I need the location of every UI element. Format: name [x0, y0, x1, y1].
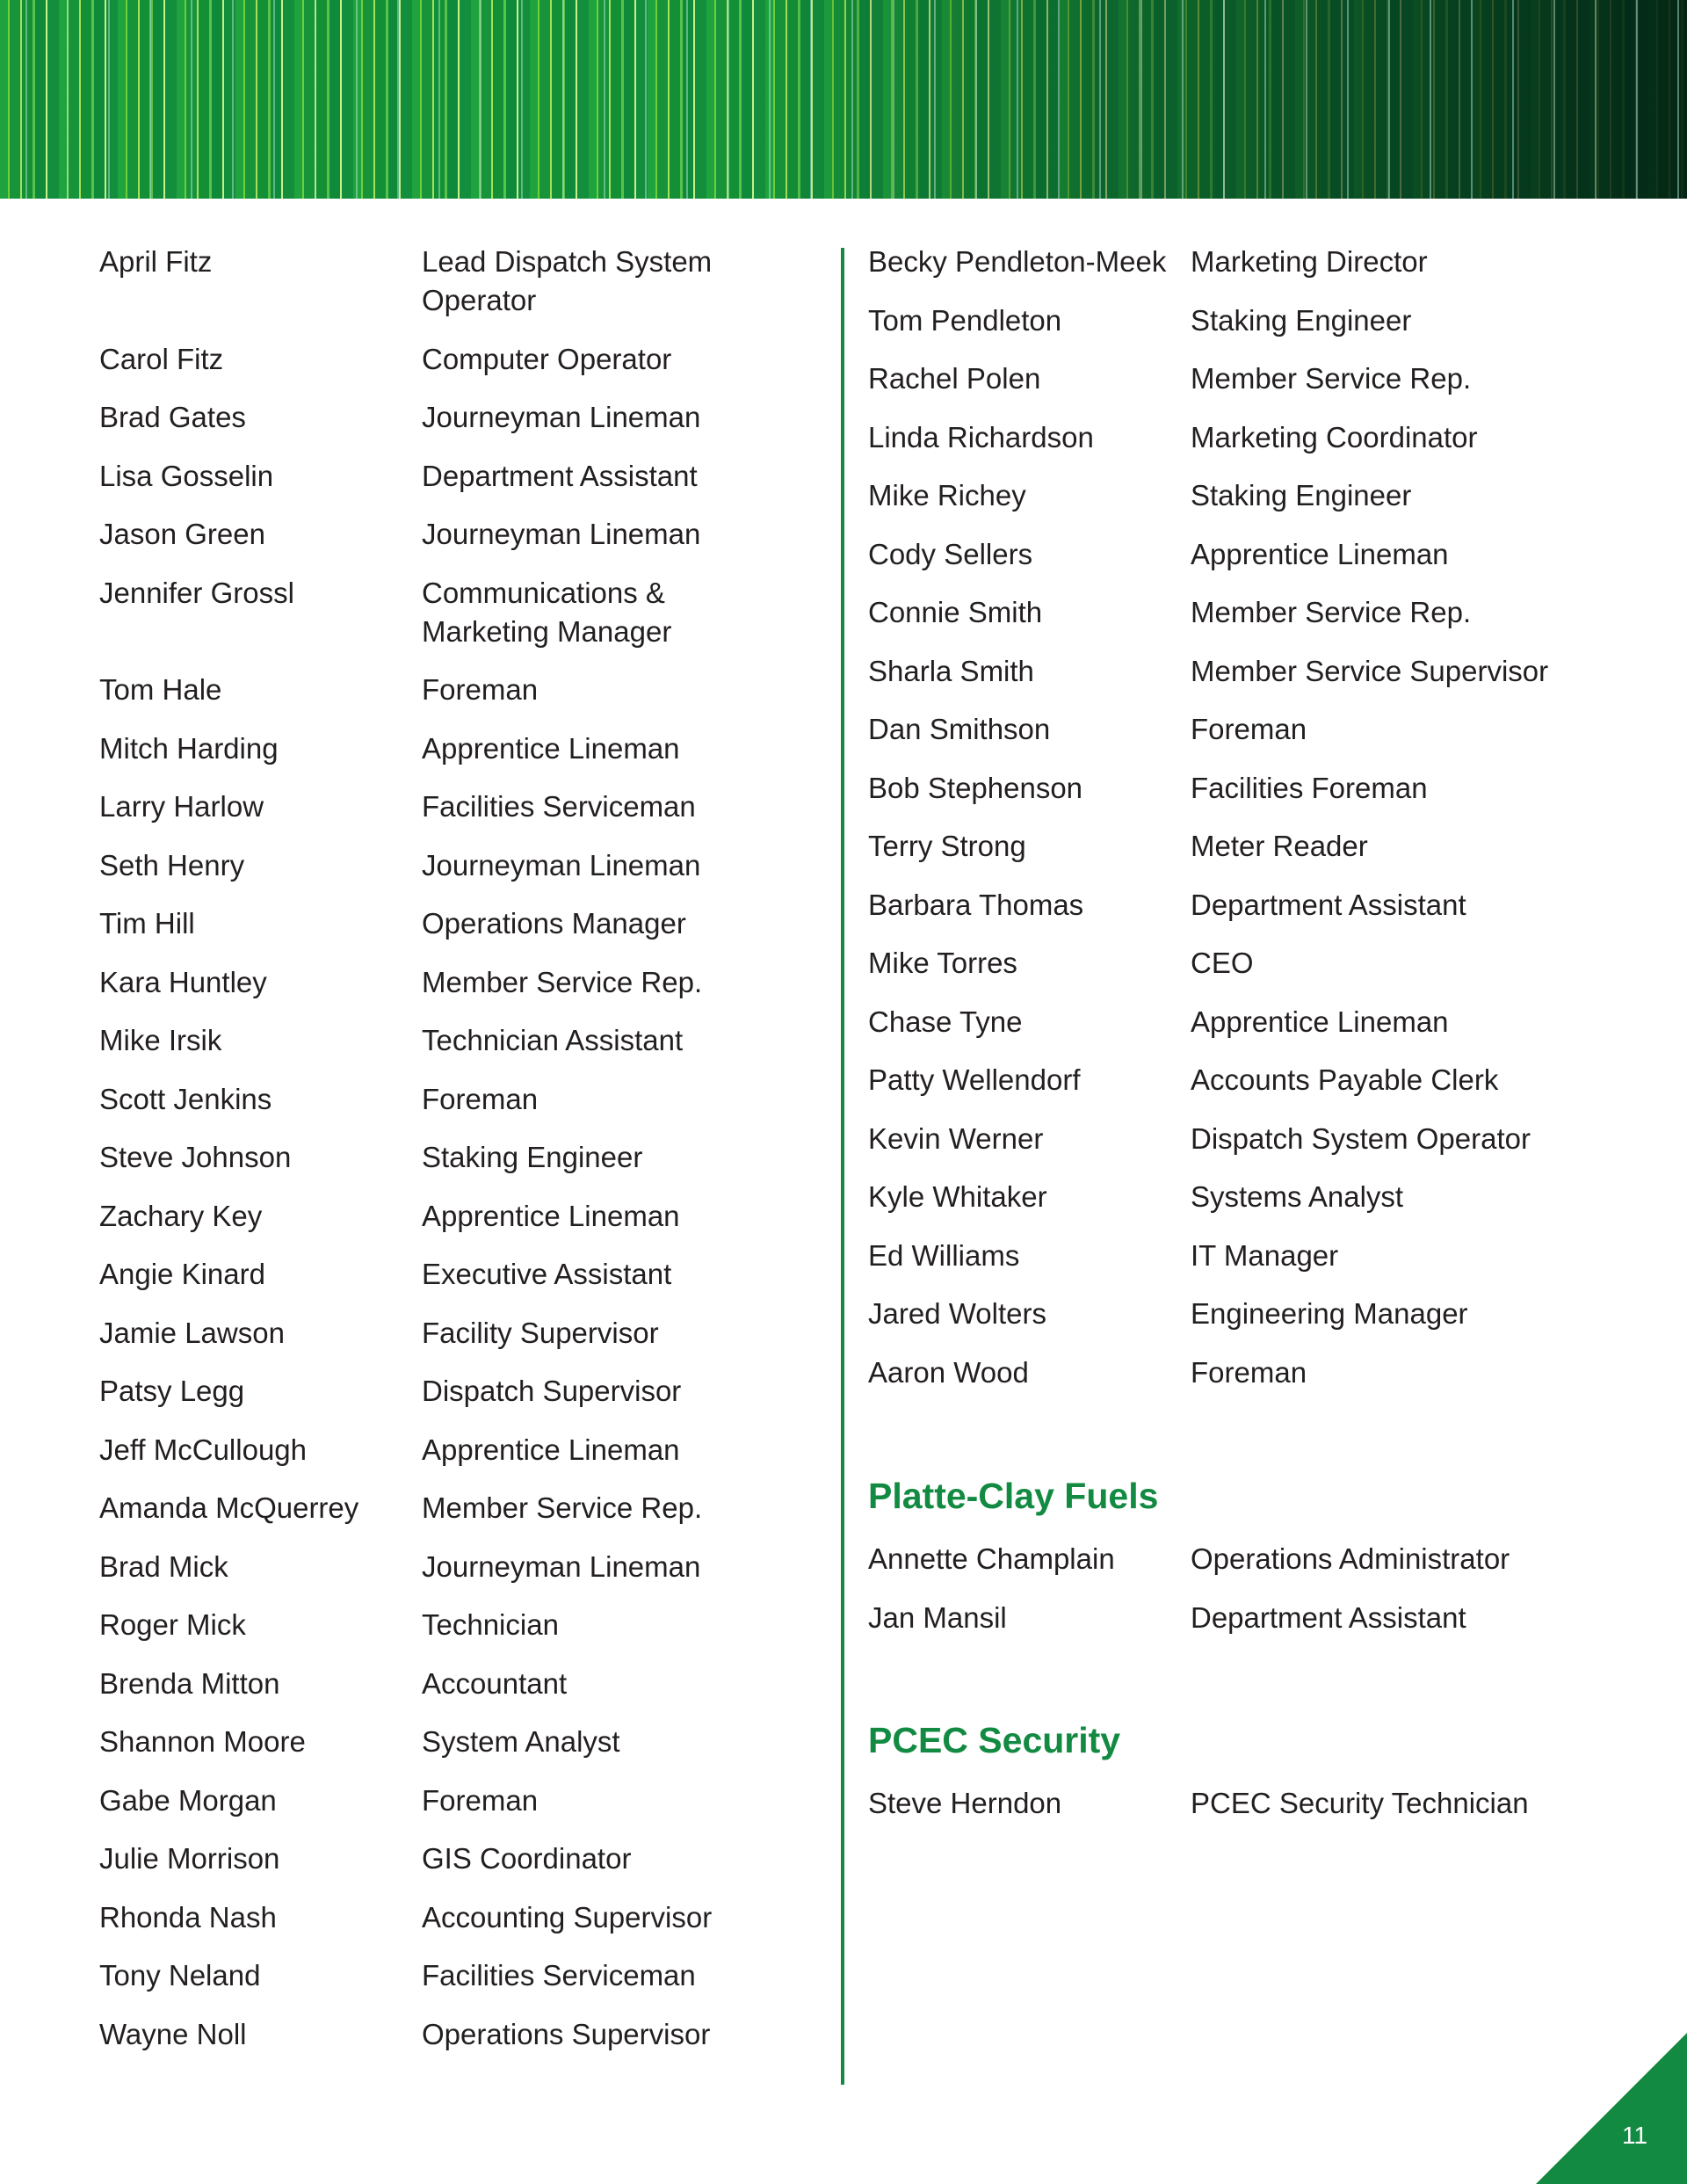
list-item	[99, 1898, 773, 1937]
employee-title: CEO	[1191, 947, 1254, 979]
employee-name: April Fitz	[99, 245, 213, 278]
list-item	[868, 652, 1577, 691]
employee-name: Aaron Wood	[868, 1355, 1029, 1389]
employee-name: Becky Pendleton-Meek	[868, 245, 1167, 278]
employee-name: Connie Smith	[868, 596, 1043, 628]
employee-name: Kevin Werner	[868, 1121, 1044, 1155]
employee-name: Jared Wolters	[868, 1297, 1046, 1330]
employee-title: Facilities Serviceman	[422, 790, 696, 823]
employee-title: Member Service Rep.	[1191, 362, 1472, 395]
employee-name: Kyle Whitaker	[868, 1180, 1047, 1213]
employee-name: Patsy Legg	[99, 1375, 245, 1407]
list-item	[868, 1003, 1577, 1041]
employee-name: Lisa Gosselin	[99, 459, 274, 492]
list-item	[99, 904, 773, 943]
employee-title: Department Assistant	[1191, 1600, 1466, 1634]
employee-title: Journeyman Lineman	[422, 518, 701, 550]
employee-name: Linda Richardson	[868, 420, 1094, 453]
list-item	[868, 944, 1577, 983]
platte-clay-fuels-list	[868, 1540, 1577, 1657]
list-item	[99, 457, 773, 496]
employee-title: Technician Assistant	[422, 1024, 684, 1056]
employee-title: Meter Reader	[1191, 830, 1368, 862]
list-item	[868, 243, 1577, 281]
employee-name: Terry Strong	[868, 830, 1026, 862]
employee-name: Seth Henry	[99, 848, 245, 882]
employee-name: Barbara Thomas	[868, 888, 1084, 921]
employee-name: Larry Harlow	[99, 790, 264, 823]
employee-name: Wayne Noll	[99, 2017, 247, 2050]
employee-title: Member Service Rep.	[422, 965, 703, 998]
employee-title: Apprentice Lineman	[422, 731, 680, 765]
employee-name: Gabe Morgan	[99, 1783, 277, 1817]
employee-title: Marketing Coordinator	[1191, 420, 1478, 453]
employee-name: Tom Hale	[99, 673, 222, 706]
employee-name: Mitch Harding	[99, 731, 279, 765]
employee-name: Roger Mick	[99, 1608, 246, 1641]
employee-name: Brenda Mitton	[99, 1666, 280, 1700]
employee-name: Brad Mick	[99, 1549, 228, 1583]
list-item	[99, 1138, 773, 1177]
employee-name: Rhonda Nash	[99, 1900, 277, 1934]
employee-title: Staking Engineer	[1191, 303, 1412, 337]
employee-name: Ed Williams	[868, 1238, 1020, 1272]
list-item	[868, 418, 1577, 457]
list-item	[99, 1548, 773, 1586]
list-item	[868, 886, 1577, 925]
column-divider	[841, 248, 844, 2085]
list-item	[868, 1237, 1577, 1275]
employee-title: Accounting Supervisor	[422, 1900, 713, 1934]
employee-name: Tony Neland	[99, 1959, 261, 1992]
employee-name: Brad Gates	[99, 401, 246, 433]
employee-title: Journeyman Lineman	[422, 848, 701, 882]
employee-name: Jason Green	[99, 518, 265, 550]
employee-name: Jan Mansil	[868, 1600, 1007, 1634]
employee-title: Accountant	[422, 1666, 568, 1700]
list-item	[868, 301, 1577, 340]
employee-title: Marketing Director	[1191, 245, 1428, 278]
employee-title: Member Service Rep.	[1191, 596, 1472, 628]
pcec-security-list	[868, 1784, 1577, 1843]
list-item	[868, 476, 1577, 515]
employee-title: Journeyman Lineman	[422, 401, 701, 433]
employee-title: Foreman	[1191, 1355, 1307, 1389]
list-item	[99, 1489, 773, 1527]
employee-title: Systems Analyst	[1191, 1180, 1404, 1213]
list-item	[99, 1431, 773, 1469]
employee-name: Jennifer Grossl	[99, 576, 294, 609]
list-item	[99, 729, 773, 768]
list-item	[99, 1372, 773, 1411]
employee-title: Facilities Serviceman	[422, 1959, 696, 1992]
employee-title: Staking Engineer	[1191, 479, 1412, 512]
employee-title: Department Assistant	[1191, 888, 1466, 921]
list-item	[868, 359, 1577, 398]
list-item	[868, 1061, 1577, 1099]
employee-name: Mike Torres	[868, 947, 1017, 979]
employee-name: Sharla Smith	[868, 654, 1034, 687]
employee-title: Foreman	[1191, 713, 1307, 745]
list-item	[868, 1784, 1577, 1823]
employee-title: Apprentice Lineman	[1191, 537, 1449, 570]
employee-title: Technician	[422, 1608, 559, 1641]
employee-title: Foreman	[422, 1783, 539, 1817]
list-item	[99, 574, 773, 651]
staff-list-right	[868, 243, 1577, 1411]
list-item	[99, 1021, 773, 1060]
list-item	[868, 827, 1577, 866]
employee-name: Steve Johnson	[99, 1141, 292, 1173]
list-item	[868, 1353, 1577, 1392]
employee-title: Journeyman Lineman	[422, 1549, 701, 1583]
list-item	[99, 515, 773, 554]
employee-title: Accounts Payable Clerk	[1191, 1063, 1499, 1096]
employee-title: Staking Engineer	[422, 1141, 643, 1173]
list-item	[99, 1197, 773, 1236]
employee-name: Annette Champlain	[868, 1542, 1115, 1575]
list-item	[99, 1255, 773, 1294]
employee-title: Member Service Rep.	[422, 1491, 703, 1524]
employee-title: Dispatch System Operator	[1191, 1121, 1531, 1155]
list-item	[868, 1178, 1577, 1216]
list-item	[99, 671, 773, 709]
employee-title: Apprentice Lineman	[422, 1199, 680, 1232]
list-item	[99, 963, 773, 1002]
employee-name: Tom Pendleton	[868, 303, 1062, 337]
employee-name: Julie Morrison	[99, 1842, 280, 1875]
employee-title: Foreman	[422, 1082, 539, 1115]
list-item	[99, 1723, 773, 1761]
employee-name: Mike Irsik	[99, 1024, 222, 1056]
list-item	[868, 1540, 1577, 1578]
employee-name: Jamie Lawson	[99, 1316, 285, 1349]
employee-name: Shannon Moore	[99, 1725, 306, 1758]
list-item	[99, 1080, 773, 1119]
decorative-header-band	[0, 0, 1687, 199]
list-item	[868, 1295, 1577, 1333]
list-item	[99, 1606, 773, 1644]
employee-title: Executive Assistant	[422, 1258, 672, 1290]
employee-name: Amanda McQuerrey	[99, 1491, 359, 1524]
list-item	[868, 710, 1577, 749]
employee-title: Apprentice Lineman	[1191, 1005, 1449, 1038]
employee-title: GIS Coordinator	[422, 1842, 632, 1875]
employee-title: Apprentice Lineman	[422, 1433, 680, 1466]
employee-name: Tim Hill	[99, 907, 195, 940]
page-number: 11	[1622, 2122, 1648, 2149]
employee-name: Angie Kinard	[99, 1258, 265, 1290]
list-item	[868, 769, 1577, 808]
employee-title: Member Service Supervisor	[1191, 654, 1549, 687]
employee-name: Dan Smithson	[868, 713, 1051, 745]
employee-title: Operations Administrator	[1191, 1542, 1510, 1575]
list-item	[99, 1956, 773, 1995]
employee-title: Communications & Marketing Manager	[422, 576, 672, 648]
employee-title: Computer Operator	[422, 342, 672, 375]
employee-name: Cody Sellers	[868, 537, 1033, 570]
list-item	[99, 1665, 773, 1703]
list-item	[99, 2015, 773, 2054]
employee-name: Carol Fitz	[99, 342, 224, 375]
employee-title: PCEC Security Technician	[1191, 1787, 1529, 1819]
list-item	[868, 593, 1577, 632]
employee-title: Facilities Foreman	[1191, 771, 1428, 804]
list-item	[99, 1314, 773, 1353]
employee-name: Scott Jenkins	[99, 1082, 272, 1115]
list-item	[99, 846, 773, 885]
employee-title: Department Assistant	[422, 459, 698, 492]
employee-name: Zachary Key	[99, 1199, 263, 1232]
employee-title: Foreman	[422, 673, 539, 706]
section-heading-platte-clay-fuels: Platte-Clay Fuels	[868, 1476, 1159, 1516]
page-corner-triangle	[1536, 2033, 1687, 2184]
staff-list-left	[99, 243, 773, 2073]
section-heading-pcec-security: PCEC Security	[868, 1720, 1121, 1760]
employee-name: Steve Herndon	[868, 1787, 1062, 1819]
employee-title: Operations Manager	[422, 907, 686, 940]
list-item	[868, 1120, 1577, 1158]
employee-title: Engineering Manager	[1191, 1297, 1468, 1330]
list-item	[868, 1599, 1577, 1637]
list-item	[99, 398, 773, 437]
employee-name: Chase Tyne	[868, 1005, 1023, 1038]
employee-name: Mike Richey	[868, 479, 1026, 512]
employee-name: Kara Huntley	[99, 965, 267, 998]
employee-title: Facility Supervisor	[422, 1316, 659, 1349]
list-item	[99, 1839, 773, 1878]
employee-title: System Analyst	[422, 1725, 620, 1758]
employee-name: Bob Stephenson	[868, 771, 1083, 804]
employee-title: IT Manager	[1191, 1238, 1339, 1272]
employee-title: Dispatch Supervisor	[422, 1375, 682, 1407]
list-item	[99, 1781, 773, 1820]
list-item	[99, 787, 773, 826]
list-item	[99, 340, 773, 379]
employee-name: Patty Wellendorf	[868, 1063, 1081, 1096]
employee-title: Operations Supervisor	[422, 2017, 711, 2050]
employee-title: Lead Dispatch System Operator	[422, 245, 713, 316]
employee-name: Jeff McCullough	[99, 1433, 308, 1466]
employee-name: Rachel Polen	[868, 362, 1041, 395]
list-item	[868, 535, 1577, 574]
list-item	[99, 243, 773, 320]
